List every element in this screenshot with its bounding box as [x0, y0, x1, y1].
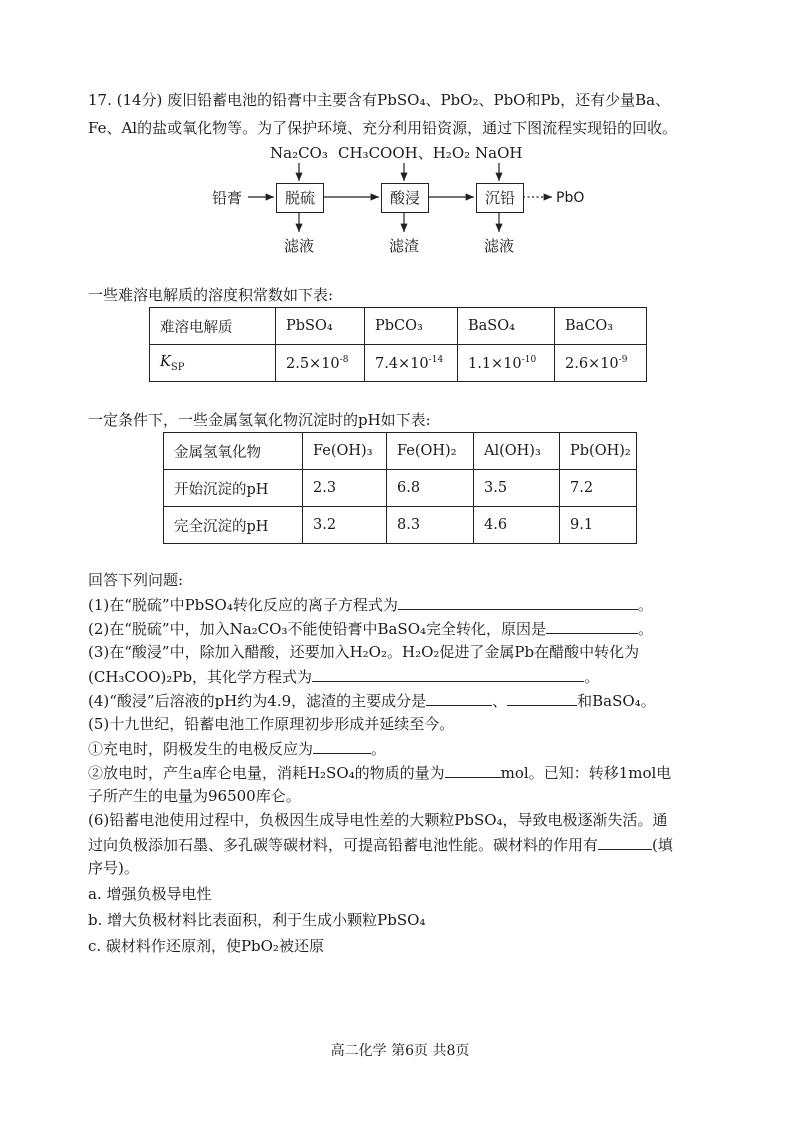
question-6-line1: (6)铅蓄电池使用过程中，负极因生成导电性差的大颗粒PbSO₄，导致电极逐渐失活。通: [88, 811, 668, 829]
question-5: (5)十九世纪，铅蓄电池工作原理初步形成并延续至今。: [88, 715, 455, 733]
ksp-header-cell: PbCO₃: [365, 308, 458, 345]
question-intro-line1: 17. (14分) 废旧铅蓄电池的铅膏中主要含有PbSO₄、PbO₂、PbO和Pb，还有少量Ba、: [88, 91, 671, 109]
ksp-table-value-row: [150, 345, 647, 382]
ksp-value-cell: $7.4\times 10^{-14}$: [365, 345, 458, 382]
answer-blank-1[interactable]: [398, 594, 638, 610]
answer-blank-4a[interactable]: [426, 690, 492, 706]
ksp-table: [149, 307, 647, 382]
ph-header-cell: 金属氢氧化物: [164, 433, 303, 470]
question-5-2-cont: 子所产生的电量为96500库仑。: [88, 787, 301, 805]
question-3-line2: (CH₃COO)₂Pb，其化学方程式为 。: [88, 668, 600, 686]
flow-output-1: 滤液: [284, 237, 315, 255]
ph-row-label: 完全沉淀的pH: [164, 507, 303, 544]
ph-value-cell: 3.5: [474, 470, 560, 507]
question-1: (1)在“脱硫”中PbSO₄转化反应的离子方程式为 。: [88, 596, 653, 614]
ksp-header-cell: BaSO₄: [458, 308, 555, 345]
ph-value-cell: 3.2: [303, 507, 387, 544]
answer-blank-6[interactable]: [598, 834, 652, 850]
page-footer: 高二化学 第6页 共8页: [330, 1043, 470, 1059]
question-2: (2)在“脱硫”中，加入Na₂CO₃不能使铅膏中BaSO₄完全转化，原因是 。: [88, 620, 654, 638]
flow-output-2: 滤渣: [389, 237, 420, 255]
ph-table-row: [164, 507, 637, 544]
ph-header-cell: Pb(OH)₂: [560, 433, 637, 470]
flow-reagent-1: Na₂CO₃: [270, 144, 328, 162]
question-3-line1: (3)在“酸浸”中，除加入醋酸，还要加入H₂O₂。H₂O₂促进了金属Pb在醋酸中转化为: [88, 643, 640, 661]
flow-reagent-2: CH₃COOH、H₂O₂: [338, 144, 471, 162]
flow-step-acid-leach: 酸浸: [381, 183, 429, 213]
ph-value-cell: 8.3: [387, 507, 474, 544]
answer-blank-5-2[interactable]: [445, 762, 501, 778]
flow-reagent-3: NaOH: [475, 144, 523, 162]
question-6-line3: 序号)。: [88, 859, 139, 877]
ph-table-row: [164, 470, 637, 507]
answer-blank-2[interactable]: [546, 618, 638, 634]
question-4: (4)“酸浸”后溶液的pH约为4.9，滤渣的主要成分是 、 和BaSO₄。: [88, 692, 656, 710]
answer-blank-3[interactable]: [312, 666, 584, 682]
flow-output-3: 滤液: [484, 237, 515, 255]
ksp-value-cell: $2.5\times 10^{-8}$: [276, 345, 365, 382]
flow-input: 铅膏: [212, 189, 243, 207]
question-5-1: ①充电时，阴极发生的电极反应为 。: [88, 740, 387, 758]
answer-blank-5-1[interactable]: [313, 738, 371, 754]
ksp-header-cell: 难溶电解质: [150, 308, 276, 345]
option-c: c. 碳材料作还原剂，使PbO₂被还原: [88, 937, 324, 955]
flowchart-arrows: [0, 0, 800, 270]
ksp-header-cell: PbSO₄: [276, 308, 365, 345]
ksp-row-label: $K_{SP}$: [150, 345, 276, 382]
answer-blank-4b[interactable]: [507, 690, 577, 706]
ph-value-cell: 6.8: [387, 470, 474, 507]
ph-table: [163, 432, 637, 544]
ph-row-label: 开始沉淀的pH: [164, 470, 303, 507]
ph-table-caption: 一定条件下，一些金属氢氧化物沉淀时的pH如下表:: [88, 411, 431, 429]
option-b: b. 增大负极材料比表面积，利于生成小颗粒PbSO₄: [88, 911, 426, 929]
question-6-line2: 过向负极添加石墨、多孔碳等碳材料，可提高铅蓄电池性能。碳材料的作用有 (填: [88, 836, 673, 854]
ph-value-cell: 9.1: [560, 507, 637, 544]
flow-step-precipitate-lead: 沉铅: [476, 183, 524, 213]
ph-header-cell: Al(OH)₃: [474, 433, 560, 470]
answers-heading: 回答下列问题:: [88, 571, 184, 589]
ksp-header-cell: BaCO₃: [555, 308, 647, 345]
flow-product: PbO: [556, 190, 585, 206]
question-intro-line2: Fe、Al的盐或氧化物等。为了保护环境、充分利用铅资源，通过下图流程实现铅的回收。: [88, 119, 678, 137]
ph-value-cell: 4.6: [474, 507, 560, 544]
ph-value-cell: 7.2: [560, 470, 637, 507]
ksp-value-cell: $2.6\times 10^{-9}$: [555, 345, 647, 382]
flow-step-desulfurize: 脱硫: [276, 183, 324, 213]
ph-table-header-row: [164, 433, 637, 470]
question-5-2: ②放电时，产生a库仑电量，消耗H₂SO₄的物质的量为 mol。已知：转移1mol电: [88, 764, 672, 782]
ksp-value-cell: $1.1\times 10^{-10}$: [458, 345, 555, 382]
ph-header-cell: Fe(OH)₂: [387, 433, 474, 470]
ph-header-cell: Fe(OH)₃: [303, 433, 387, 470]
ksp-table-header-row: [150, 308, 647, 345]
option-a: a. 增强负极导电性: [88, 885, 212, 903]
ksp-table-caption: 一些难溶电解质的溶度积常数如下表:: [88, 286, 334, 304]
ph-value-cell: 2.3: [303, 470, 387, 507]
